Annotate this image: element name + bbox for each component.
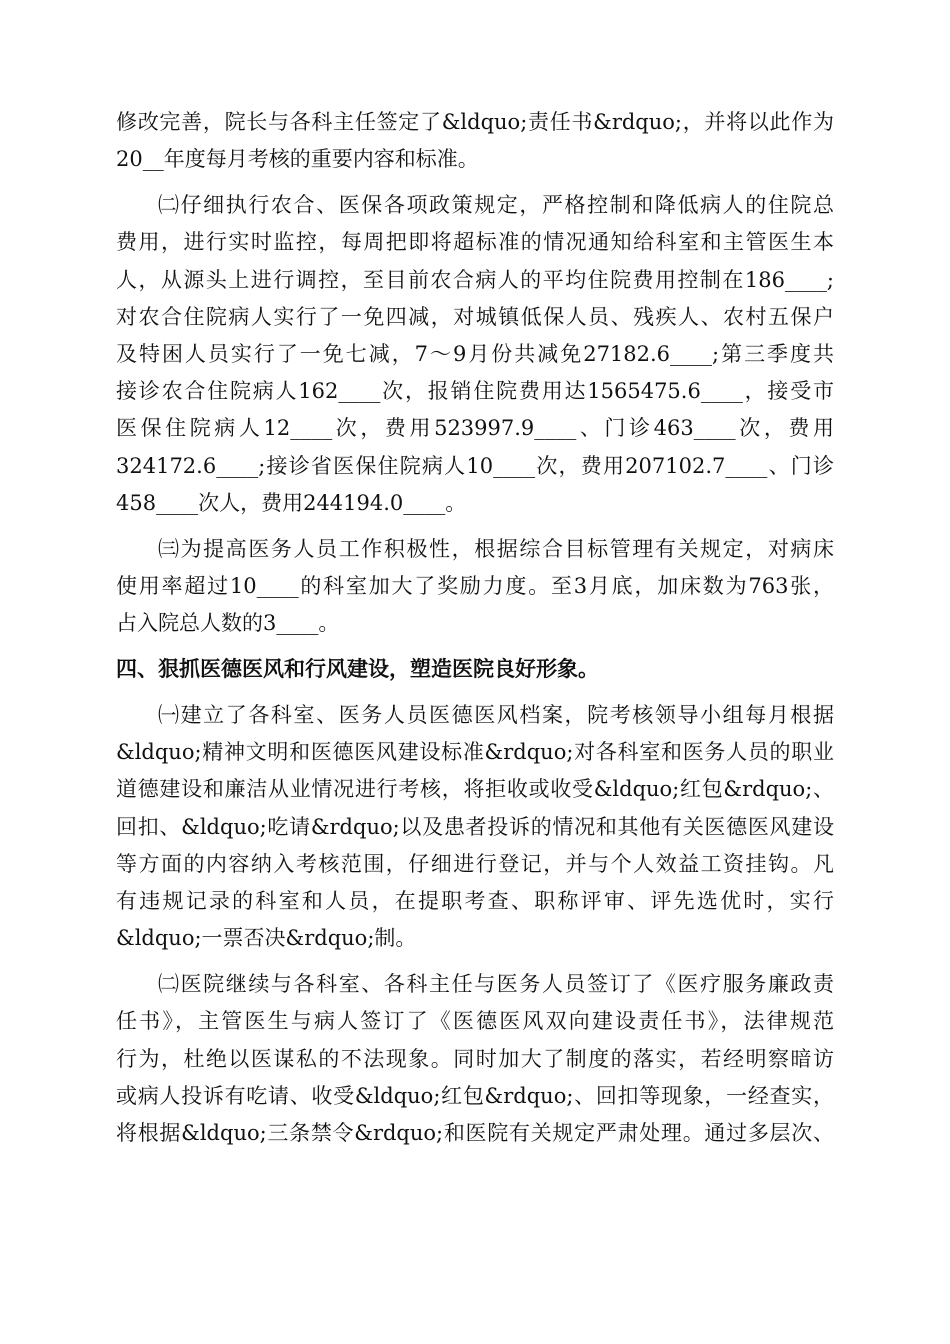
text-line: 使用率超过10____的科室加大了奖励力度。至3月底，加床数为763张， <box>116 573 834 598</box>
text-line: &ldquo;一票否决&rdquo;制。 <box>116 926 417 951</box>
text-line: 医保住院病人12____次，费用523997.9____、门诊463____次，费用 <box>116 416 834 441</box>
text-line: 324172.6____;接诊省医保住院病人10____次，费用207102.7____、门诊 <box>116 453 834 478</box>
section-heading <box>116 655 834 683</box>
document-page <box>116 108 834 1156</box>
paragraph-item-2 <box>116 191 834 517</box>
text-line: 及特困人员实行了一免七减，7～9月份共减免27182.6____;第三季度共 <box>116 341 834 366</box>
text-line: &ldquo;精神文明和医德医风建设标准&rdquo;对各科室和医务人员的职业 <box>116 740 834 765</box>
text-line: 任书》，主管医生与病人签订了《医德医风双向建设责任书》，法律规范 <box>116 1009 834 1034</box>
text-line: 人，从源头上进行调控，至目前农合病人的平均住院费用控制在186____; <box>116 267 834 292</box>
text-line: ㈠建立了各科室、医务人员医德医风档案，院考核领导小组每月根据 <box>158 703 834 728</box>
paragraph-item-1 <box>116 701 834 952</box>
text-line: 费用，进行实时监控，每周把即将超标准的情况通知给科室和主管医生本 <box>116 230 834 255</box>
text-line: ㈡医院继续与各科室、各科主任与医务人员签订了《医疗服务廉政责 <box>158 972 834 997</box>
text-line: 道德建设和廉洁从业情况进行考核，将拒收或收受&ldquo;红包&rdquo;、 <box>116 777 834 802</box>
text-line: 接诊农合住院病人162____次，报销住院费用达1565475.6____，接受市 <box>116 379 834 404</box>
text-line: 修改完善，院长与各科主任签定了&ldquo;责任书&rdquo;，并将以此作为 <box>116 110 834 134</box>
text-line: 或病人投诉有吃请、收受&ldquo;红包&rdquo;、回扣等现象，一经查实， <box>116 1083 834 1108</box>
text-line: 将根据&ldquo;三条禁令&rdquo;和医院有关规定严肃处理。通过多层次、 <box>116 1120 834 1145</box>
text-line: 等方面的内容纳入考核范围，仔细进行登记，并与个人效益工资挂钩。凡 <box>116 851 834 876</box>
text-line: ㈢为提高医务人员工作积极性，根据综合目标管理有关规定，对病床 <box>158 536 834 561</box>
text-line: 对农合住院病人实行了一免四减，对城镇低保人员、残疾人、农村五保户 <box>116 304 834 329</box>
paragraph-item-2b <box>116 970 834 1147</box>
paragraph-continuation <box>116 108 834 173</box>
text-line: 占入院总人数的3____。 <box>116 611 340 636</box>
text-line: 有违规记录的科室和人员，在提职考查、职称评审、评先选优时，实行 <box>116 889 834 913</box>
section-heading-text: 四、狠抓医德医风和行风建设，塑造医院良好形象。 <box>116 657 599 682</box>
text-line: 20__年度每月考核的重要内容和标准。 <box>116 147 479 172</box>
text-line: 回扣、&ldquo;吃请&rdquo;以及患者投诉的情况和其他有关医德医风建设 <box>116 814 834 839</box>
text-line: 458____次人，费用244194.0____。 <box>116 490 467 515</box>
paragraph-item-3 <box>116 535 834 637</box>
text-line: ㈡仔细执行农合、医保各项政策规定，严格控制和降低病人的住院总 <box>158 193 834 218</box>
text-line: 行为，杜绝以医谋私的不法现象。同时加大了制度的落实，若经明察暗访 <box>116 1046 834 1071</box>
